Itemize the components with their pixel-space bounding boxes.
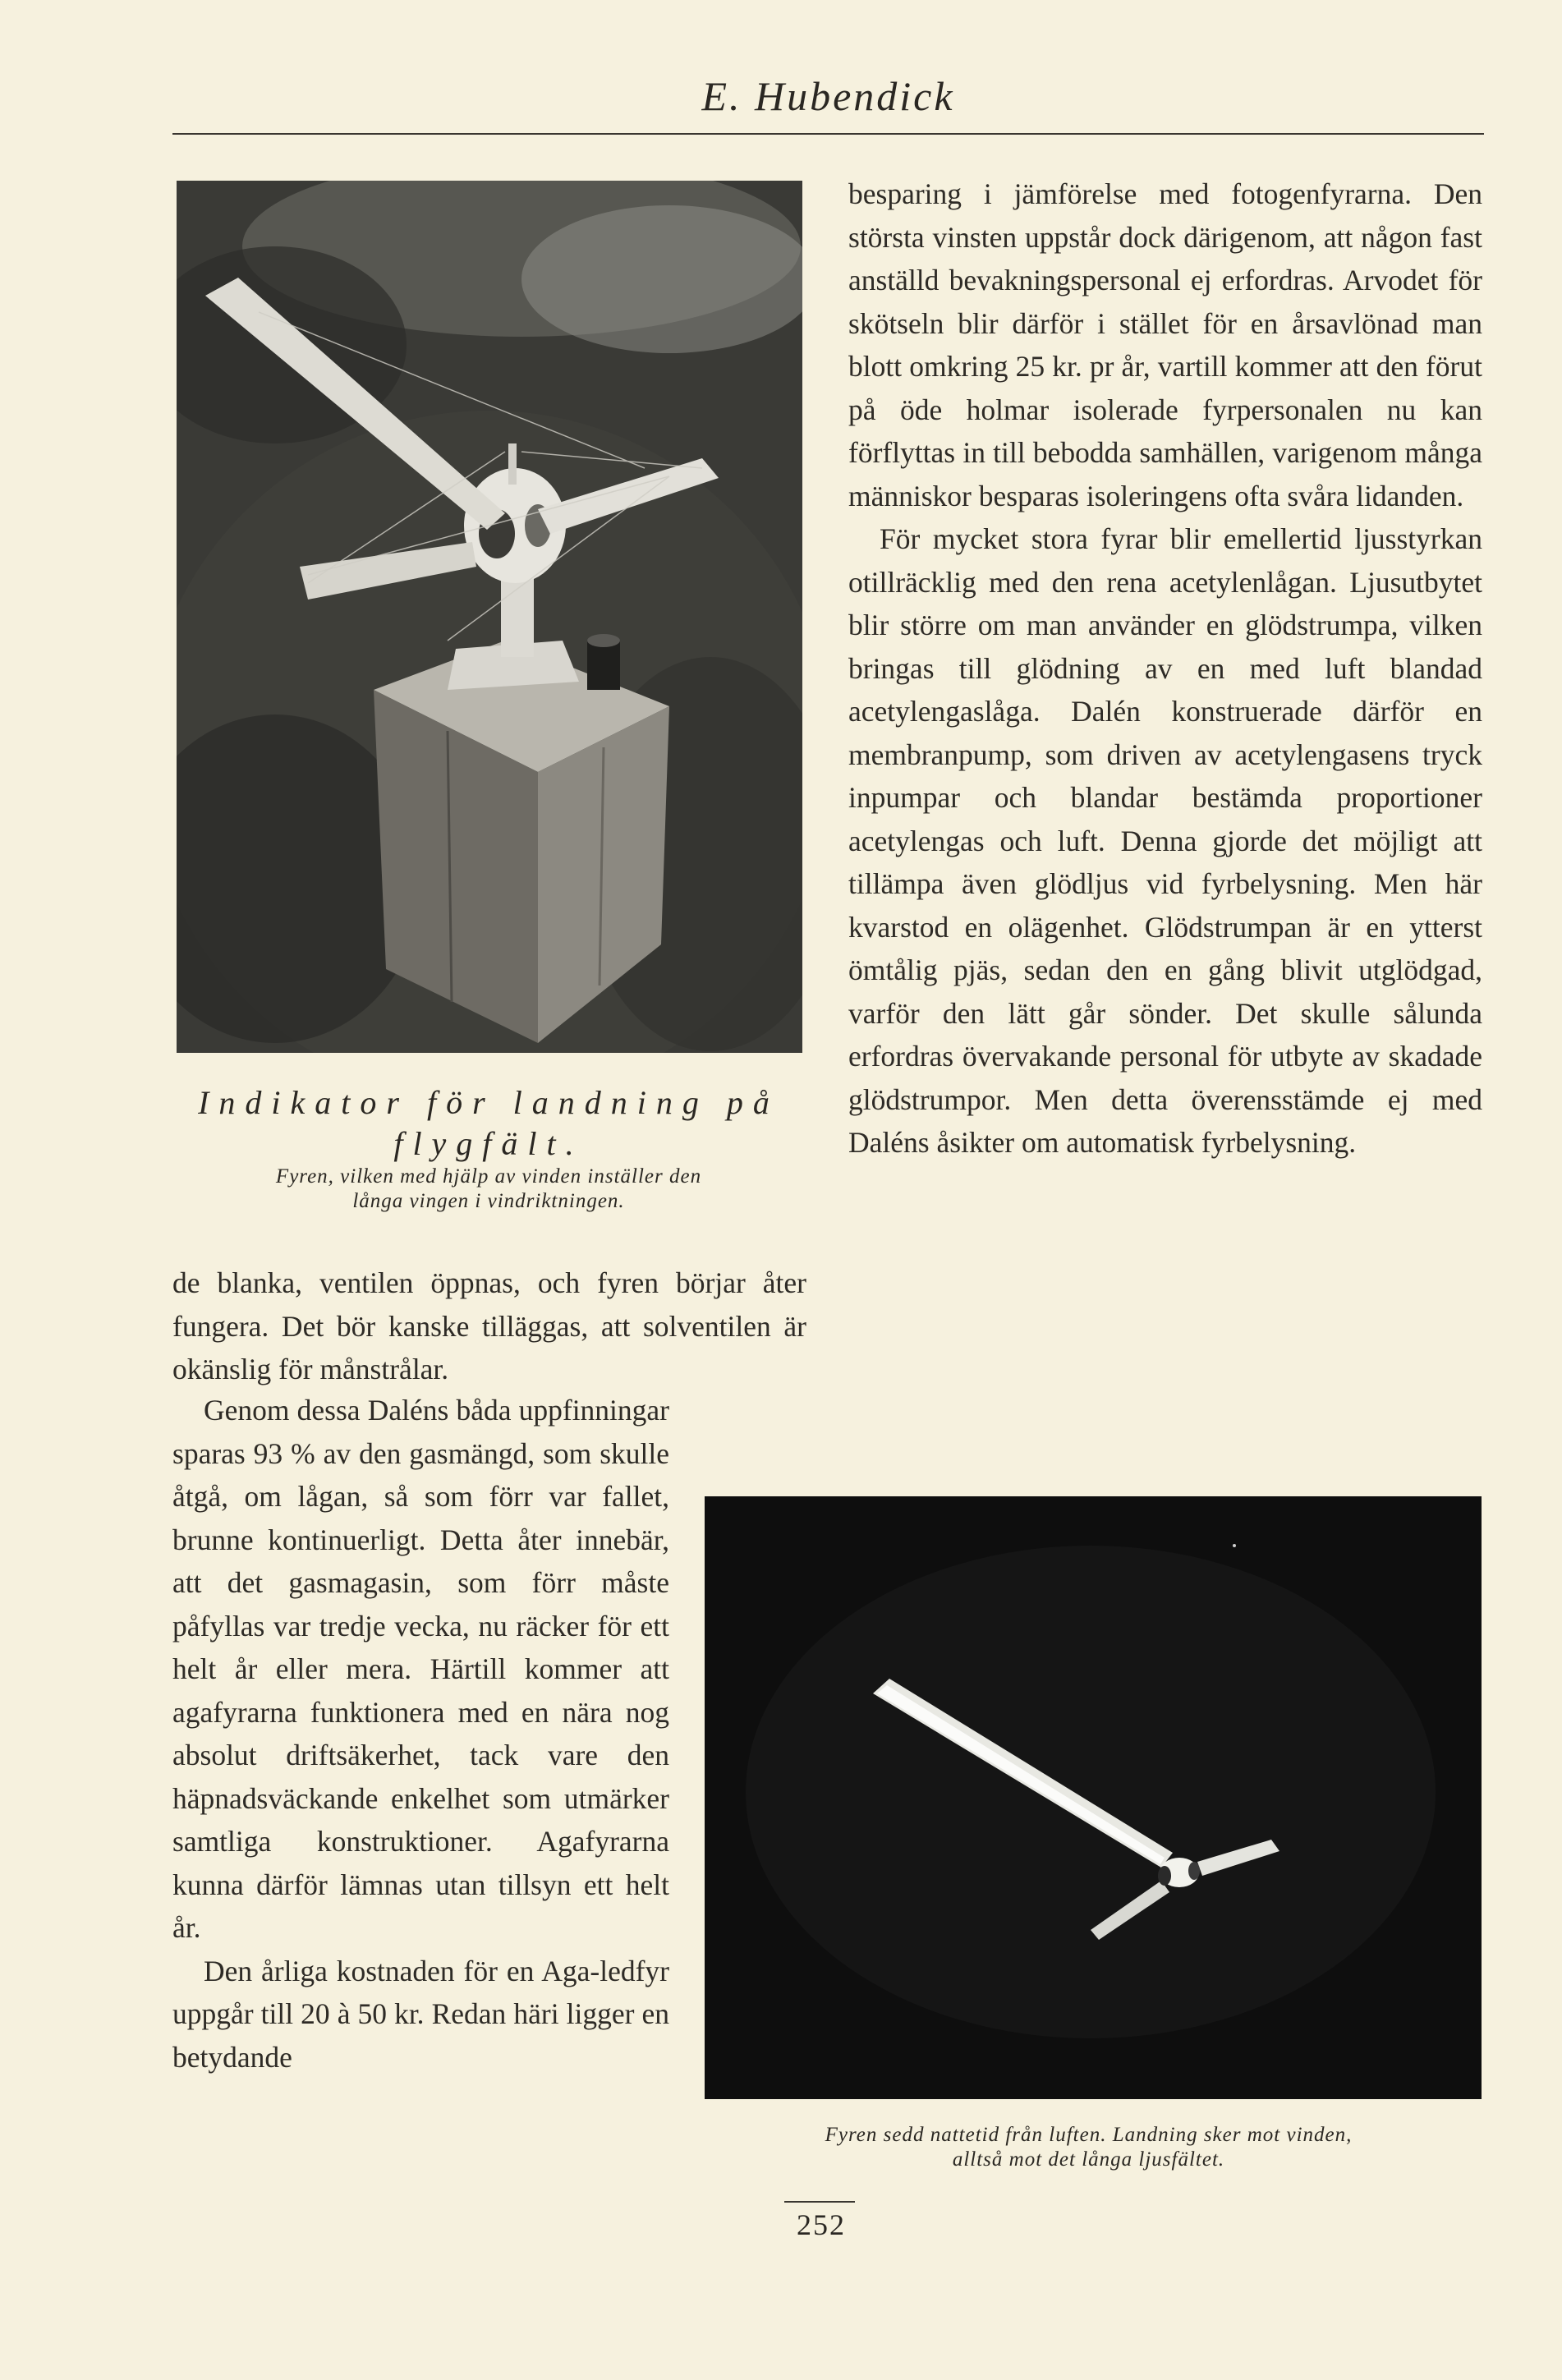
right-column-paragraph: besparing i jämförelse med fotogenfyrarna. Den största vinsten uppstår dock därigenom, att någon fast anställd bevakningspersonal ej erfordras. Arvodet för skötseln blir därför i stället för en årsavlönad man blott omkring 25 kr. pr år, vartill kommer att den förut på öde holmar isolerade fyrpersonalen nu kan förflyttas in till bebodda samhällen, varigenom många människor besparas isoleringens ofta svåra lidanden.: [848, 177, 1482, 512]
running-head: E. Hubendick: [701, 73, 955, 119]
figure2-caption: [688, 2123, 1489, 2172]
page-number-rule: [784, 2201, 855, 2203]
header-rule: [172, 133, 1484, 135]
indicator-photo: [177, 181, 802, 1053]
figure2-caption-line1: Fyren sedd nattetid från luften. Landning sker mot vinden,: [825, 2124, 1353, 2146]
indicator-photo-drawing: [177, 181, 802, 1053]
figure1-caption-body-line2: långa vingen i vindriktningen.: [352, 1190, 625, 1212]
right-column-paragraph: För mycket stora fyrar blir emellertid ljusstyrkan otillräcklig med den rena acetylenlågan. Ljusutbytet blir större om man använder en glödstrumpa, vilken bringas till glödning av en med luft blandad acetylengaslåga. Dalén konstruerade därför en membranpump, som driven av acetylengasens tryck inpumpar och blandar bestämda proportioner acetylengas och luft. Denna gjorde det möjligt att tillämpa även glödljus vid fyrbelysning. Men här kvarstod en olägenhet. Glödstrumpan är en ytterst ömtålig pjäs, sedan den en gång blivit utglödgad, varför den lätt går sönder. Det skulle sålunda erfordras övervakande personal för utbyte av skadade glödstrumpor. Men detta överensstämde ej med Daléns åsikter om automatisk fyrbelysning.: [848, 522, 1482, 1159]
right-column-text: [848, 172, 1482, 1165]
figure1-caption-title: [164, 1082, 813, 1165]
figure1-caption-body: [181, 1165, 797, 1214]
figure1-caption-title-line1: Indikator för landning på: [198, 1084, 779, 1121]
night-photo-drawing: [705, 1496, 1482, 2099]
page-number: 252: [797, 2208, 846, 2241]
left-column-paragraph: de blanka, ventilen öppnas, och fyren börjar åter fungera. Det bör kanske tilläggas, att solventilen är okänslig för månstrålar.: [172, 1266, 806, 1385]
night-photo: [705, 1496, 1482, 2099]
figure2-caption-line2: alltså mot det långa ljusfältet.: [952, 2148, 1225, 2171]
left-column-paragraph: Genom dessa Daléns båda uppfinningar sparas 93 % av den gasmängd, som skulle åtgå, om lågan, så som förr var fallet, brunne kontinuerligt. Detta åter innebär, att det gasmagasin, som förr måste påfyllas var tredje vecka, nu räcker för ett helt år eller mera. Härtill kommer att agafyrarna funktionera med en nära nog absolut driftsäkerhet, tack vare den häpnadsväckande enkelhet som utmärker samtliga konstruktioner. Agafyrarna kunna därför lämnas utan tillsyn ett helt år.: [172, 1394, 669, 1944]
figure1-caption-title-line2: flygfält.: [393, 1125, 584, 1162]
left-column-narrow-text: [172, 1389, 669, 2079]
left-column-top-text: [172, 1261, 806, 1391]
left-column-paragraph: Den årliga kostnaden för en Aga-ledfyr uppgår till 20 à 50 kr. Redan häri ligger en betydande: [172, 1954, 669, 2074]
figure1-caption-body-line1: Fyren, vilken med hjälp av vinden inställer den: [275, 1165, 702, 1188]
